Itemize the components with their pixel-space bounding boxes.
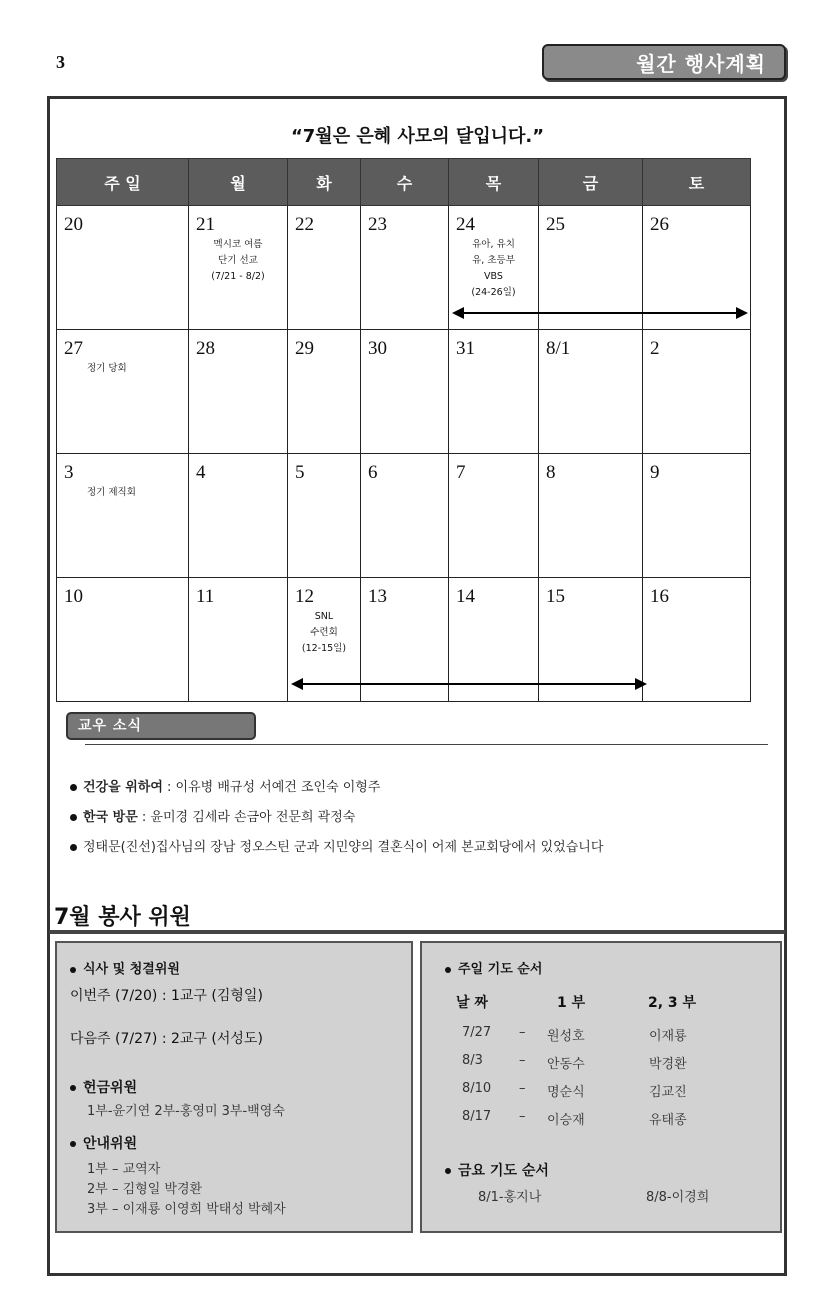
day-number: 21 <box>196 214 215 235</box>
prayer-first-service: 원성호 <box>547 1029 585 1044</box>
prayer-first-service: 안동수 <box>547 1057 585 1072</box>
event-note: SNL <box>314 611 334 622</box>
column-header-date: 날 짜 <box>456 995 488 1011</box>
service-section-title: 7월 봉사 위원 <box>54 905 191 930</box>
day-number: 14 <box>456 586 475 607</box>
service-divider <box>49 930 785 934</box>
event-note: 정기 당회 <box>87 363 127 374</box>
calendar-day-cell <box>361 454 449 578</box>
snl-span-arrow <box>291 677 647 691</box>
day-number: 8/1 <box>546 338 571 359</box>
calendar-day-cell <box>449 454 539 578</box>
news-divider <box>85 744 768 745</box>
event-note: VBS <box>484 271 503 282</box>
prayer-second-service: 김교진 <box>649 1085 687 1100</box>
offering-line: 1부-윤기연 2부-홍영미 3부-백영숙 <box>87 1104 285 1119</box>
calendar-day-cell <box>361 206 449 330</box>
snl-span-arrow-line <box>291 677 647 691</box>
day-number: 12 <box>295 586 314 607</box>
calendar-week-row <box>57 454 751 578</box>
calendar-day-cell <box>643 454 751 578</box>
calendar-day-cell <box>449 330 539 454</box>
day-number: 26 <box>650 214 669 235</box>
usher-line: 1부 – 교역자 <box>87 1162 161 1177</box>
event-note: 수련회 <box>310 627 338 638</box>
news-item <box>70 836 603 855</box>
calendar-day-cell <box>57 330 189 454</box>
meal-this-week: 이번주 (7/20) : 1교구 (김형일) <box>70 988 263 1004</box>
page-number: 3 <box>56 52 65 72</box>
vbs-span-arrow <box>452 306 748 320</box>
event-note: (7/21 - 8/2) <box>211 271 265 282</box>
day-number: 31 <box>456 338 475 359</box>
bullet-icon <box>70 1085 76 1091</box>
bullet-icon <box>70 844 77 851</box>
column-header-second: 2, 3 부 <box>648 995 697 1011</box>
event-note: 유아, 유치 <box>472 239 515 250</box>
calendar-day-cell <box>189 206 288 330</box>
event-note: (12-15일) <box>301 643 347 654</box>
column-header-first: 1 부 <box>557 995 586 1011</box>
meal-next-week: 다음주 (7/27) : 2교구 (서성도) <box>70 1031 263 1047</box>
weekday-header: 목 <box>449 159 539 206</box>
prayer-dash: – <box>519 1109 526 1124</box>
weekday-header: 수 <box>361 159 449 206</box>
news-label: 한국 방문 <box>83 810 138 825</box>
prayer-first-service: 이승재 <box>547 1113 585 1128</box>
prayer-date: 7/27 <box>462 1025 492 1040</box>
day-number: 9 <box>650 462 660 483</box>
event-note: 유, 초등부 <box>472 255 515 266</box>
prayer-second-service: 박경환 <box>649 1057 687 1072</box>
day-number: 29 <box>295 338 314 359</box>
bullet-icon <box>70 784 77 791</box>
month-theme-quote: “7월은 은혜 사모의 달입니다.” <box>290 126 545 147</box>
prayer-dash: – <box>519 1081 526 1096</box>
calendar-day-cell <box>539 454 643 578</box>
usher-line: 3부 – 이재룡 이영희 박태성 박혜자 <box>87 1202 286 1217</box>
weekday-header: 토 <box>643 159 751 206</box>
meal-heading: 식사 및 청결위원 <box>70 958 180 977</box>
news-section-tab: 교우 소식 <box>66 712 256 740</box>
prayer-date: 8/3 <box>462 1053 483 1068</box>
day-number: 15 <box>546 586 565 607</box>
calendar-day-cell <box>361 330 449 454</box>
friday-prayer-heading: 금요 기도 순서 <box>445 1160 549 1180</box>
day-number: 13 <box>368 586 387 607</box>
event-note: (24-26일) <box>471 287 516 298</box>
bullet-icon <box>445 1168 451 1174</box>
day-number: 11 <box>196 586 215 607</box>
bullet-icon <box>70 967 76 973</box>
calendar-day-cell <box>57 578 189 702</box>
usher-line: 2부 – 김형일 박경환 <box>87 1182 203 1197</box>
prayer-dash: – <box>519 1025 526 1040</box>
day-number: 8 <box>546 462 556 483</box>
day-number: 27 <box>64 338 83 359</box>
news-text: : 윤미경 김세라 손금아 전문희 곽정숙 <box>137 810 356 825</box>
day-number: 3 <box>64 462 74 483</box>
day-number: 16 <box>650 586 669 607</box>
day-number: 24 <box>456 214 475 235</box>
day-number: 25 <box>546 214 565 235</box>
calendar-week-row <box>57 330 751 454</box>
news-item <box>70 776 380 795</box>
prayer-second-service: 유태종 <box>649 1113 687 1128</box>
section-header-tab: 월간 행사계획 <box>542 44 786 80</box>
calendar-day-cell <box>189 578 288 702</box>
day-number: 30 <box>368 338 387 359</box>
vbs-span-arrow-line <box>452 306 748 320</box>
event-calendar <box>56 158 751 702</box>
prayer-second-service: 이재룡 <box>649 1029 687 1044</box>
day-number: 23 <box>368 214 387 235</box>
news-item <box>70 806 355 825</box>
day-number: 4 <box>196 462 206 483</box>
day-number: 2 <box>650 338 660 359</box>
calendar-day-cell <box>539 330 643 454</box>
calendar-day-cell <box>643 330 751 454</box>
news-text: : 이유병 배규성 서예건 조인숙 이형주 <box>162 780 381 795</box>
day-number: 5 <box>295 462 305 483</box>
weekday-header-row <box>57 159 751 206</box>
calendar-day-cell <box>288 330 361 454</box>
friday-prayer-item: 8/8-이경희 <box>646 1190 710 1205</box>
news-label: 건강을 위하여 <box>83 780 163 795</box>
day-number: 6 <box>368 462 378 483</box>
calendar-day-cell <box>288 206 361 330</box>
event-note: 멕시코 여름 <box>213 239 263 250</box>
offering-heading: 헌금위원 <box>70 1077 137 1097</box>
day-number: 22 <box>295 214 314 235</box>
sunday-prayer-heading: 주일 기도 순서 <box>445 958 542 977</box>
weekday-header: 주 일 <box>57 159 189 206</box>
prayer-date: 8/10 <box>462 1081 492 1096</box>
day-number: 10 <box>64 586 83 607</box>
prayer-dash: – <box>519 1053 526 1068</box>
day-number: 28 <box>196 338 215 359</box>
calendar-day-cell <box>57 206 189 330</box>
weekday-header: 월 <box>189 159 288 206</box>
usher-heading: 안내위원 <box>70 1133 137 1153</box>
news-text: 정태문(진선)집사님의 장남 정오스틴 군과 지민양의 결혼식이 어제 본교회당에서 있었습니다 <box>83 840 604 855</box>
prayer-date: 8/17 <box>462 1109 492 1124</box>
calendar-day-cell <box>189 454 288 578</box>
calendar-day-cell <box>57 454 189 578</box>
calendar-day-cell <box>189 330 288 454</box>
weekday-header: 화 <box>288 159 361 206</box>
calendar-day-cell <box>643 578 751 702</box>
event-note: 정기 제직회 <box>87 487 136 498</box>
bullet-icon <box>445 967 451 973</box>
day-number: 20 <box>64 214 83 235</box>
bullet-icon <box>70 1141 76 1147</box>
prayer-first-service: 명순식 <box>547 1085 585 1100</box>
calendar-day-cell <box>288 454 361 578</box>
friday-prayer-item: 8/1-홍지나 <box>478 1190 542 1205</box>
weekday-header: 금 <box>539 159 643 206</box>
bullet-icon <box>70 814 77 821</box>
day-number: 7 <box>456 462 466 483</box>
event-note: 단기 선교 <box>218 255 258 266</box>
